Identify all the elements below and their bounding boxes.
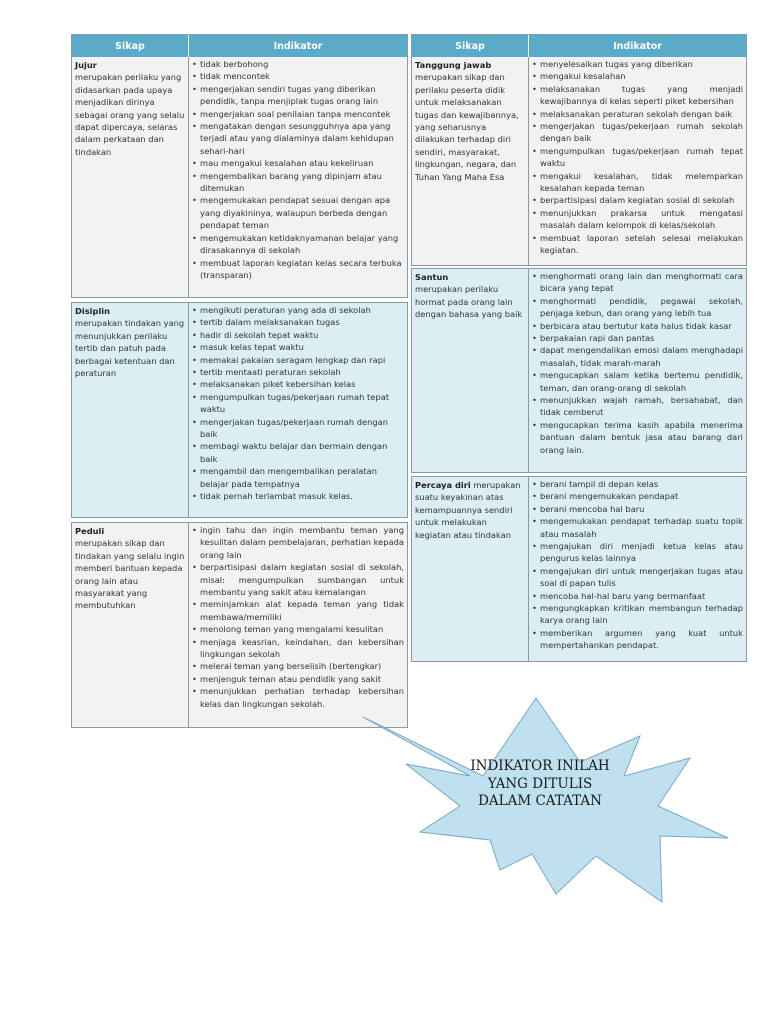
sikap-cell <box>72 303 189 517</box>
indicator-item: • mengumpulkan tugas/pekerjaan rumah tepat waktu <box>192 391 404 416</box>
table-percaya-diri <box>411 476 747 662</box>
callout-line-3: DALAM CATATAN <box>478 793 602 809</box>
table-santun <box>411 268 747 473</box>
indikator-cell <box>529 57 746 265</box>
indicator-item: • membuat laporan setelah selesai melakukan kegiatan. <box>532 232 743 257</box>
indicator-list <box>192 524 404 710</box>
sikap-desc: merupakan suatu keyakinan atas kemampuannya sendiri untuk melakukan kegiatan atau tindakan <box>415 480 521 540</box>
indicator-item: • menghormati pendidik, pegawai sekolah, penjaga kebun, dan orang yang lebih tua <box>532 295 743 320</box>
indicator-item: • menunjukkan wajah ramah, bersahabat, dan tidak cemberut <box>532 394 743 419</box>
indicator-item: • mengucapkan salam ketika bertemu pendidik, teman, dan orang-orang di sekolah <box>532 369 743 394</box>
table-header <box>412 35 746 57</box>
indikator-cell <box>529 477 746 661</box>
header-indikator: Indikator <box>273 40 323 52</box>
indicator-list <box>192 58 404 281</box>
indicator-item: • dapat mengendalikan emosi dalam menghadapi masalah, tidak marah-marah <box>532 344 743 369</box>
indicator-item: • menyelesaikan tugas yang diberikan <box>532 58 743 70</box>
indicator-list <box>532 478 743 652</box>
row-jujur <box>72 57 407 297</box>
row-tanggung-jawab <box>412 57 746 265</box>
indicator-item: • menolong teman yang mengalami kesulitan <box>192 623 404 635</box>
sikap-cell <box>412 477 529 661</box>
indicator-item: • membuat laporan kegiatan kelas secara terbuka (transparan) <box>192 257 404 282</box>
row-disiplin <box>72 303 407 517</box>
indicator-list <box>532 58 743 257</box>
indicator-item: • mengikuti peraturan yang ada di sekolah <box>192 304 404 316</box>
indicator-item: • mengungkapkan kritikan membangun terhadap karya orang lain <box>532 602 743 627</box>
indicator-item: • masuk kelas tepat waktu <box>192 341 404 353</box>
indicator-item: • mengumpulkan tugas/pekerjaan rumah tepat waktu <box>532 145 743 170</box>
callout-line-1: INDIKATOR INILAH <box>470 758 610 774</box>
sikap-desc: merupakan perilaku hormat pada orang lain dengan bahasa yang baik <box>415 284 523 320</box>
sikap-title: Santun <box>415 272 449 282</box>
indicator-item: • mengerjakan tugas/pekerjaan rumah dengan baik <box>192 416 404 441</box>
header-sikap: Sikap <box>412 35 529 57</box>
row-santun <box>412 269 746 472</box>
sikap-desc: merupakan perilaku yang didasarkan pada upaya menjadikan dirinya sebagai orang yang selalu dapat dipercaya, selaras dalam perkataan dan tindakan <box>75 72 185 157</box>
indicator-item: • melaksanakan tugas yang menjadi kewajibannya di kelas seperti piket kebersihan <box>532 83 743 108</box>
indicator-item: • mengerjakan sendiri tugas yang diberikan pendidik, tanpa menjiplak tugas orang lain <box>192 83 404 108</box>
indicator-item: • mengucapkan terima kasih apabila menerima bantuan dalam bentuk jasa atau barang dari orang lain. <box>532 419 743 456</box>
indicator-item: • tidak mencontek <box>192 70 404 82</box>
row-percaya-diri <box>412 477 746 661</box>
indicator-item: • mengembalikan barang yang dipinjam atau ditemukan <box>192 170 404 195</box>
indicator-item: • tertib mentaati peraturan sekolah <box>192 366 404 378</box>
sikap-cell <box>72 57 189 297</box>
indicator-item: • melaksanakan peraturan sekolah dengan baik <box>532 108 743 120</box>
sikap-title: Tanggung jawab <box>415 60 492 70</box>
indicator-item: • mencoba hal-hal baru yang bermanfaat <box>532 590 743 602</box>
indicator-item: • meminjamkan alat kepada teman yang tidak membawa/memiliki <box>192 598 404 623</box>
indicator-item: • melaksanakan piket kebersihan kelas <box>192 378 404 390</box>
callout-text <box>440 758 640 811</box>
header-sikap: Sikap <box>72 35 189 57</box>
indicator-item: • menunjukkan perhatian terhadap kebersihan kelas dan lingkungan sekolah. <box>192 685 404 710</box>
indicator-item: • mengajukan diri menjadi ketua kelas atau pengurus kelas lainnya <box>532 540 743 565</box>
indicator-item: • mau mengakui kesalahan atau kekeliruan <box>192 157 404 169</box>
indicator-list <box>192 304 404 503</box>
indikator-cell <box>189 303 407 517</box>
row-peduli <box>72 523 407 727</box>
indicator-item: • mengemukakan pendapat sesuai dengan apa yang diyakininya, walaupun berbeda dengan pendapat teman <box>192 194 404 231</box>
indicator-item: • tidak pernah terlambat masuk kelas. <box>192 490 404 502</box>
indicator-item: • melerai teman yang berselisih (bertengkar) <box>192 660 404 672</box>
header-indikator: Indikator <box>613 40 662 52</box>
indicator-item: • ingin tahu dan ingin membantu teman yang kesulitan dalam pembelajaran, perhatian kepada orang lain <box>192 524 404 561</box>
indicator-item: • mengerjakan soal penilaian tanpa mencontek <box>192 108 404 120</box>
indikator-cell <box>189 57 407 297</box>
indicator-item: • mengambil dan mengembalikan peralatan belajar pada tempatnya <box>192 465 404 490</box>
indicator-item: • mengemukakan pendapat terhadap suatu topik atau masalah <box>532 515 743 540</box>
sikap-desc: merupakan sikap dan tindakan yang selalu ingin memberi bantuan kepada orang lain atau masyarakat yang membutuhkan <box>75 538 185 611</box>
indicator-item: • tidak berbohong <box>192 58 404 70</box>
table-header <box>72 35 407 57</box>
table-peduli <box>71 522 408 728</box>
indikator-cell <box>529 269 746 472</box>
indicator-item: • berani mencoba hal baru <box>532 503 743 515</box>
indicator-item: • mengerjakan tugas/pekerjaan rumah sekolah dengan baik <box>532 120 743 145</box>
indicator-item: • membagi waktu belajar dan bermain dengan baik <box>192 440 404 465</box>
indicator-item: • mengakui kesalahan <box>532 70 743 82</box>
indicator-list <box>532 270 743 456</box>
indicator-item: • mengemukakan ketidaknyamanan belajar yang dirasakannya di sekolah <box>192 232 404 257</box>
indicator-item: • tertib dalam melaksanakan tugas <box>192 316 404 328</box>
indicator-item: • memberikan argumen yang kuat untuk mempertahankan pendapat. <box>532 627 743 652</box>
indicator-item: • berpartisipasi dalam kegiatan sosial di sekolah <box>532 194 743 206</box>
indicator-item: • berani mengemukakan pendapat <box>532 490 743 502</box>
table-tanggung-jawab <box>411 34 747 266</box>
sikap-cell <box>72 523 189 727</box>
table-jujur <box>71 34 408 298</box>
sikap-desc: merupakan sikap dan perilaku peserta didik untuk melaksanakan tugas dan kewajibannya, yang seharusnya dilakukan terhadap diri sendiri, masyarakat, lingkungan, negara, dan Tuhan Yang Maha Esa <box>415 72 519 182</box>
indicator-item: • berani tampil di depan kelas <box>532 478 743 490</box>
sikap-cell <box>412 269 529 472</box>
sikap-title: Peduli <box>75 526 105 536</box>
indicator-item: • berpartisipasi dalam kegiatan sosial di sekolah, misal: mengumpulkan sumbangan untuk membantu yang sakit atau kemalangan <box>192 561 404 598</box>
callout-line-2: YANG DITULIS <box>487 775 593 792</box>
indicator-item: • memakai pakaian seragam lengkap dan rapi <box>192 354 404 366</box>
indicator-item: • menjenguk teman atau pendidik yang sakit <box>192 673 404 685</box>
table-disiplin <box>71 302 408 518</box>
indicator-item: • berbicara atau bertutur kata halus tidak kasar <box>532 320 743 332</box>
sikap-title: Disiplin <box>75 306 111 316</box>
sikap-title: Jujur <box>75 60 97 70</box>
indicator-item: • mengajukan diri untuk mengerjakan tugas atau soal di papan tulis <box>532 565 743 590</box>
sikap-title: Percaya diri <box>415 480 471 490</box>
indicator-item: • mengakui kesalahan, tidak melemparkan kesalahan kepada teman <box>532 170 743 195</box>
indicator-item: • menjaga keasrian, keindahan, dan kebersihan lingkungan sekolah <box>192 636 404 661</box>
indicator-item: • menunjukkan prakarsa untuk mengatasi masalah dalam kelompok di kelas/sekolah <box>532 207 743 232</box>
indicator-item: • menghormati orang lain dan menghormati cara bicara yang tepat <box>532 270 743 295</box>
indicator-item: • berpakaian rapi dan pantas <box>532 332 743 344</box>
sikap-desc: merupakan tindakan yang menunjukkan perilaku tertib dan patuh pada berbagai ketentuan dan peraturan <box>75 318 185 379</box>
indicator-item: • mengatakan dengan sesungguhnya apa yang terjadi atau yang dialaminya dalam kehidupan sehari-hari <box>192 120 404 157</box>
sikap-cell <box>412 57 529 265</box>
indicator-item: • hadir di sekolah tepat waktu <box>192 329 404 341</box>
